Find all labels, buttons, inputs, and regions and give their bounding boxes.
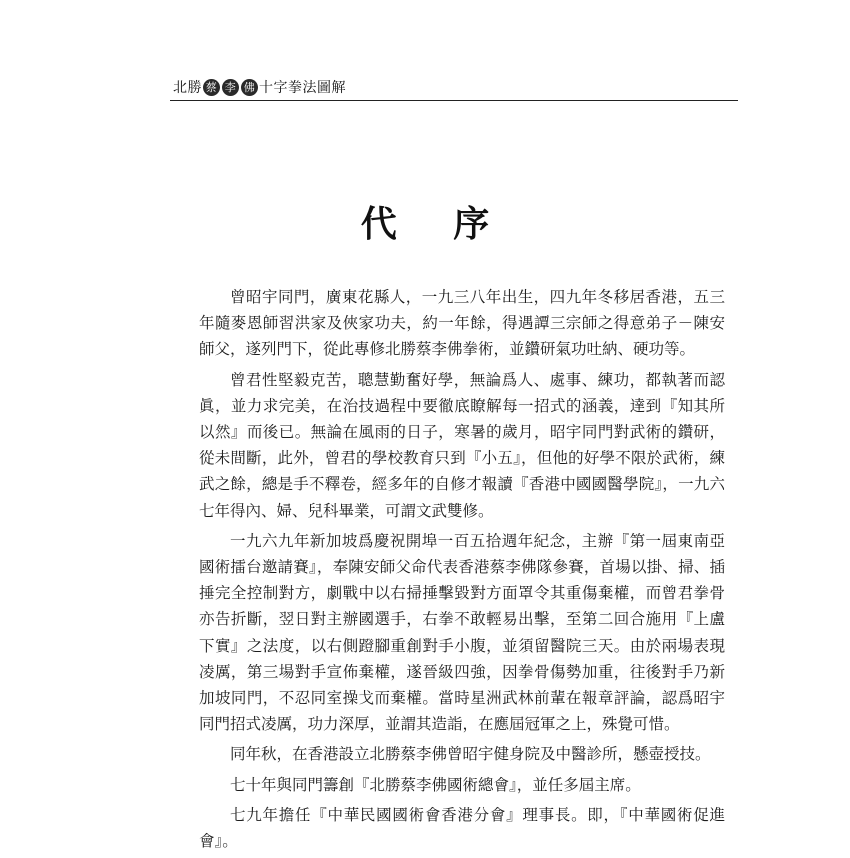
- paragraph: 同年秋，在香港設立北勝蔡李佛曾昭宇健身院及中醫診所，懸壺授技。: [230, 745, 711, 764]
- header-circled-char: 佛: [241, 79, 258, 96]
- paragraph: 七十年與同門籌創『北勝蔡李佛國術總會』，並任多屆主席。: [230, 775, 641, 794]
- body-text: [199, 284, 725, 858]
- header-suffix: 十字拳法圖解: [259, 80, 346, 96]
- paragraph: 曾昭宇同門，廣東花縣人，一九三八年出生，四九年冬移居香港，五三年隨麥恩師習洪家及俠家功夫，約一年餘，得遇譚三宗師之得意弟子－陳安師父，遂列門下，從此專修北勝蔡李佛拳術，並鑽研氣功吐納、硬功等。: [199, 288, 725, 359]
- header-prefix: 北勝: [173, 80, 202, 96]
- header-rule: [170, 100, 738, 101]
- header-circled-char: 蔡: [203, 79, 220, 96]
- header-circled-char: 李: [222, 79, 239, 96]
- paragraph: 七九年擔任『中華民國國術會香港分會』理事長。即，『中華國術促進會』。: [199, 805, 725, 851]
- page-title: 代 序: [360, 204, 512, 245]
- running-header: [173, 76, 346, 98]
- paragraph: 一九六九年新加坡爲慶祝開埠一百五拾週年紀念，主辦『第一屆東南亞國術擂台邀請賽』，奉陳安師父命代表香港蔡李佛隊參賽，首場以掛、掃、插捶完全控制對方，劇戰中以右掃捶擊毀對方面罩令其重傷棄權，而曾君拳骨亦告折斷，翌日對主辦國選手，右拳不敢輕易出擊，至第二回合施用『上盧下實』之法度，以右側蹬腳重創對手小腹，並須留醫院三天。由於兩場表現凌厲，第三場對手宣佈棄權，遂晉級四強，因拳骨傷勢加重，往後對手乃新加坡同門，不忍同室操戈而棄權。當時星洲武林前輩在報章評論，認爲昭宇同門招式凌厲，功力深厚，並謂其造詣，在應屆冠軍之上，殊覺可惜。: [199, 531, 725, 734]
- paragraph: 曾君性堅毅克苦，聰慧勤奮好學，無論爲人、處事、練功，都執著而認眞，並力求完美，在治技過程中要徹底瞭解每一招式的涵義，達到『知其所以然』而後已。無論在風雨的日子，寒暑的歲月，昭宇同門對武術的鑽研，從未間斷，此外，曾君的學校教育只到『小五』，但他的好學不限於武術，練武之餘，總是手不釋卷，經多年的自修才報讀『香港中國國醫學院』，一九六七年得內、婦、兒科畢業，可謂文武雙修。: [199, 370, 725, 520]
